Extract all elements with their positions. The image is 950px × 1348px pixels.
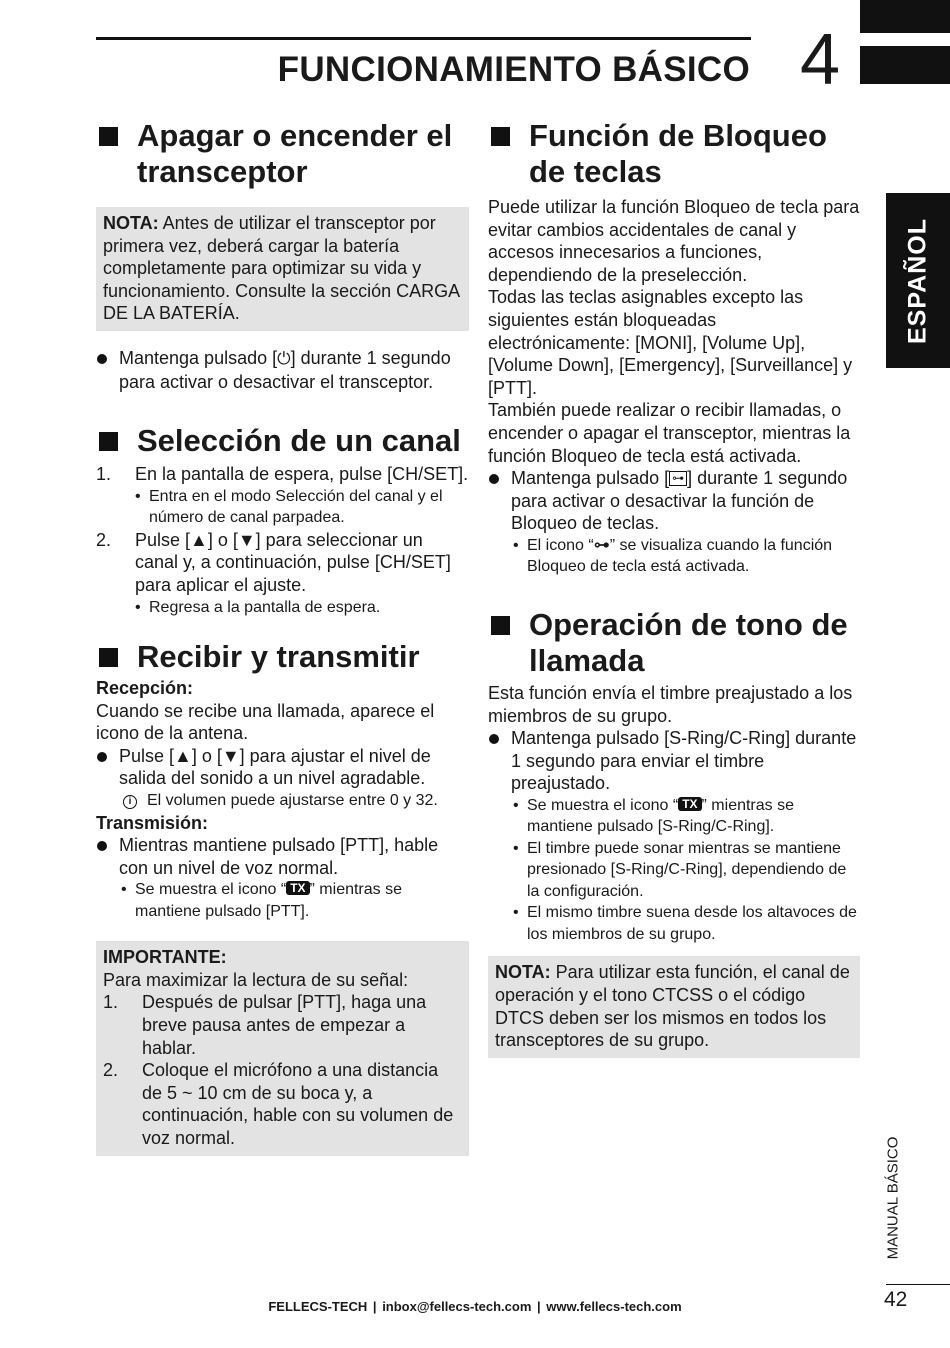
page-number: 42 <box>884 1288 908 1311</box>
sub-item: • El icono “⊶” se visualiza cuando la función Bloqueo de tecla está activada. <box>513 536 833 576</box>
sub-item: i El volumen puede ajustarse entre 0 y 32. <box>96 790 469 812</box>
list-item: 1. En la pantalla de espera, pulse [CH/SET]. <box>96 464 469 485</box>
sub-item: • El mismo timbre suena desde los altavoces de los miembros de su grupo. <box>513 904 857 943</box>
list-item: Pulse [▲] o [▼] para ajustar el nivel de salida del sonido a un nivel agradable. <box>96 745 469 790</box>
bullet-dot <box>96 745 119 790</box>
section-title-power: Apagar o encender el transceptor <box>96 118 469 190</box>
sub-item: • Se muestra el icono “ TX ” mientras se mantiene pulsado [PTT]. <box>121 881 402 920</box>
important-box <box>96 941 469 1155</box>
sub-item: • Regresa a la pantalla de espera. <box>135 598 381 616</box>
header-block-top <box>860 0 950 33</box>
bullet-dot <box>488 467 511 535</box>
section-square-icon <box>99 432 118 451</box>
tx-icon: TX <box>678 797 701 811</box>
list-item: 2. Pulse [▲] o [▼] para seleccionar un canal y, a continuación, pulse [CH/SET] para aplicar el ajuste. <box>96 529 451 595</box>
header-block-bottom <box>860 46 950 84</box>
lock-intro-3: También puede realizar o recibir llamadas, o encender o apagar el transceptor, mientras la función Bloqueo de tecla está activada. <box>488 400 851 466</box>
section-title-key-lock: Función de Bloqueo de teclas <box>488 118 860 190</box>
note-box <box>96 207 469 331</box>
list-item: Mientras mantiene pulsado [PTT], hable con un nivel de voz normal. <box>96 834 469 879</box>
note-text: Para utilizar esta función, el canal de operación y el tono CTCSS o el código DTCS deben ser los mismos en todos los transceptores de su grupo. <box>495 962 850 1051</box>
page-number-rule <box>886 1284 950 1285</box>
sub-item: • Entra en el modo Selección del canal y el número de canal parpadea. <box>135 487 443 527</box>
footer-website: www.fellecs-tech.com <box>546 1299 682 1314</box>
important-intro: Para maximizar la lectura de su señal: <box>103 969 409 990</box>
language-tab-label: ESPAÑOL <box>903 217 932 344</box>
note-text: Antes de utilizar el transceptor por primera vez, deberá cargar la batería completamente para optimizar su vida y funcionamiento. Consulte la sección CARGA DE LA BATERÍA. <box>103 213 460 324</box>
footer-email: inbox@fellecs-tech.com <box>382 1299 532 1314</box>
right-column <box>488 118 860 1058</box>
power-icon: ⏻ <box>277 348 291 368</box>
side-label: MANUAL BÁSICO <box>884 1136 902 1259</box>
note-label: NOTA: <box>495 962 551 983</box>
chapter-title: FUNCIONAMIENTO BÁSICO <box>277 50 750 89</box>
chapter-number: 4 <box>800 20 841 100</box>
tx-label: Transmisión: <box>96 812 209 833</box>
key-lock-icon: ⊶ <box>669 471 687 486</box>
tx-icon: TX <box>286 881 309 895</box>
sub-item: • El timbre puede sonar mientras se mantiene presionado [S-Ring/C-Ring], dependiendo de la configuración. <box>513 839 847 900</box>
list-item: 2. Coloque el micrófono a una distancia de 5 ~ 10 cm de su boca y, a continuación, hable con su volumen de voz normal. <box>103 1060 454 1149</box>
section-square-icon <box>491 616 510 635</box>
left-column <box>96 118 469 1156</box>
header-rule <box>96 37 751 40</box>
list-item: Mantenga pulsado [ ⊶ ] durante 1 segundo para activar o desactivar la función de Bloqueo de teclas. <box>488 467 860 535</box>
footer-company: FELLECS-TECH <box>268 1299 368 1314</box>
bullet-dot <box>96 834 119 879</box>
list-item: Mantenga pulsado [S-Ring/C-Ring] durante 1 segundo para enviar el timbre preajustado. <box>488 727 860 795</box>
sub-item: • Se muestra el icono “ TX ” mientras se mantiene pulsado [S-Ring/C-Ring]. <box>513 796 794 836</box>
lock-intro: Puede utilizar la función Bloqueo de tecla para evitar cambios accidentales de canal y accesos innecesarios a funciones, dependiendo de la preselección. <box>488 197 860 285</box>
section-title-channel: Selección de un canal <box>96 423 469 459</box>
important-label: IMPORTANTE: <box>103 947 227 968</box>
ring-intro: Esta función envía el timbre preajustado a los miembros de su grupo. <box>488 682 853 726</box>
section-title-ring: Operación de tono de llamada <box>488 607 860 679</box>
section-square-icon <box>99 648 118 667</box>
list-item: 1. Después de pulsar [PTT], haga una breve pausa antes de empezar a hablar. <box>103 992 427 1058</box>
rx-text: Cuando se recibe una llamada, aparece el icono de la antena. <box>96 700 435 744</box>
footer: FELLECS-TECH | inbox@fellecs-tech.com | www.fellecs-tech.com <box>268 1299 682 1314</box>
bullet-dot <box>96 347 119 393</box>
bullet-dot <box>488 727 511 795</box>
note-label: NOTA: <box>103 213 159 233</box>
section-title-rx-tx: Recibir y transmitir <box>96 639 469 675</box>
section-square-icon <box>99 127 118 146</box>
list-item: Mantenga pulsado [⏻] durante 1 segundo para activar o desactivar el transceptor. <box>96 347 469 393</box>
note-box <box>488 956 860 1057</box>
lock-intro-2: Todas las teclas asignables excepto las siguientes están bloqueadas electrónicamente: [MONI], [Volume Up], [Volume Down], [Emergency], [Surveillance] y [PTT]. <box>488 287 853 398</box>
section-square-icon <box>491 127 510 146</box>
key-icon: ⊶ <box>593 536 610 554</box>
info-icon: i <box>123 795 137 809</box>
rx-label: Recepción: <box>96 678 194 699</box>
language-tab <box>886 193 950 368</box>
